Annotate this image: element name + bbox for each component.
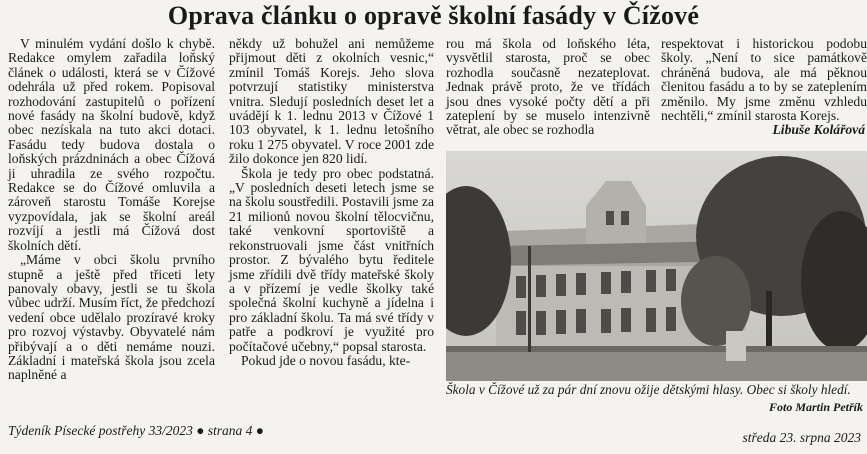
school-photo — [446, 151, 867, 381]
school-building-image — [446, 151, 867, 381]
photo-credit: Foto Martin Petřík — [768, 400, 863, 414]
paragraph: V minulém vydání došlo k chybě. Redakce omylem zařadila loňský článek o události, která se v Čížové odehrála už před rokem. Popisoval rozhodování zastupitelů o pořízení nové fasády na školní budově, když obec nezískala na tuto akci dotaci. Fasádu tedy budova dostala o loňských prázdninách a obec Čížová ji uhradila ze svého rozpočtu. Redakce se do Čížové omluvila a zároveň starostu Tomáše Korejse vyzpovídala, jak se školní areál rozvíjí a jestli má Čížová dost školních dětí. — [8, 36, 215, 253]
paragraph: Pokud jde o novou fasádu, kte- — [241, 352, 411, 368]
photo-caption: Škola v Čížové už za pár dní znovu ožije dětskými hlasy. Obec si školy hledí. — [446, 382, 851, 397]
author-byline: Libuše Kolářová — [772, 122, 865, 138]
paragraph-text: respektovat i historickou podobu školy. „Není to sice památkově chráněná budova, ale má pěknou členitou fasádu a to by se zateplením změnilo. My jsme změnu vzhledu nechtěli,“ zmínil starosta Korejs. — [661, 36, 867, 124]
footer-date: středa 23. srpna 2023 — [742, 430, 861, 445]
footer-publication: Týdeník Písecké postřehy 33/2023 ● strana 4 ● — [8, 423, 264, 438]
article-column-4 — [661, 37, 867, 138]
paragraph: někdy už bohužel ani nemůžeme přijmout děti z okolních vesnic,“ zmínil Tomáš Korejs. Jeho slova potvrzují statistiky ministerstva vnitra. Sledují posledních deset let a uvádějí k 1. lednu 2013 v Čížové 1 103 obyvatel, k 1. lednu letošního roku 1 275 obyvatel. V roce 2001 zde žilo dokonce jen 820 lidí. — [229, 36, 434, 167]
paragraph — [661, 36, 867, 138]
paragraph: rou má škola od loňského léta, vysvětlil starosta, proč se obec rozhodla současně nezateplovat. Jednak právě proto, že ve třídách jsou dnes vysoké počty dětí a při zateplení by se muselo intenzivně větrat, ale obec se rozhodla — [446, 36, 650, 138]
paragraph: „Máme v obci školu prvního stupně a ještě před třiceti lety panovaly obavy, jestli se tu škola vůbec udrží. Musím říct, že předchozí vedení obce udělalo prozíravé kroky pro rozvoj výstavby. Obyvatelé nám přibývají a o děti nemáme nouzi. Základní i mateřská škola jsou zcela naplněné a — [8, 252, 215, 383]
paragraph: Škola je tedy pro obec podstatná. „V posledních deseti letech jsme se na školu soustředili. Postavili jsme za 21 milionů novou školní tělocvičnu, také venkovní sportoviště a rekonstruovali jsme část vnitřních prostor. Z bývalého bytu ředitele jsme zřídili dvě třídy mateřské školy a v přízemí je vedle školky také společná školní kuchyně a jídelna i pro základní školu. Ta má své třídy v patře a podkroví je využité pro počítačové učebny,“ popsal starosta. — [229, 165, 434, 354]
article-column-2 — [229, 37, 434, 368]
article-column-1 — [8, 37, 215, 383]
article-column-3 — [446, 37, 650, 138]
headline: Oprava článku o opravě školní fasády v Čížové — [167, 1, 700, 30]
